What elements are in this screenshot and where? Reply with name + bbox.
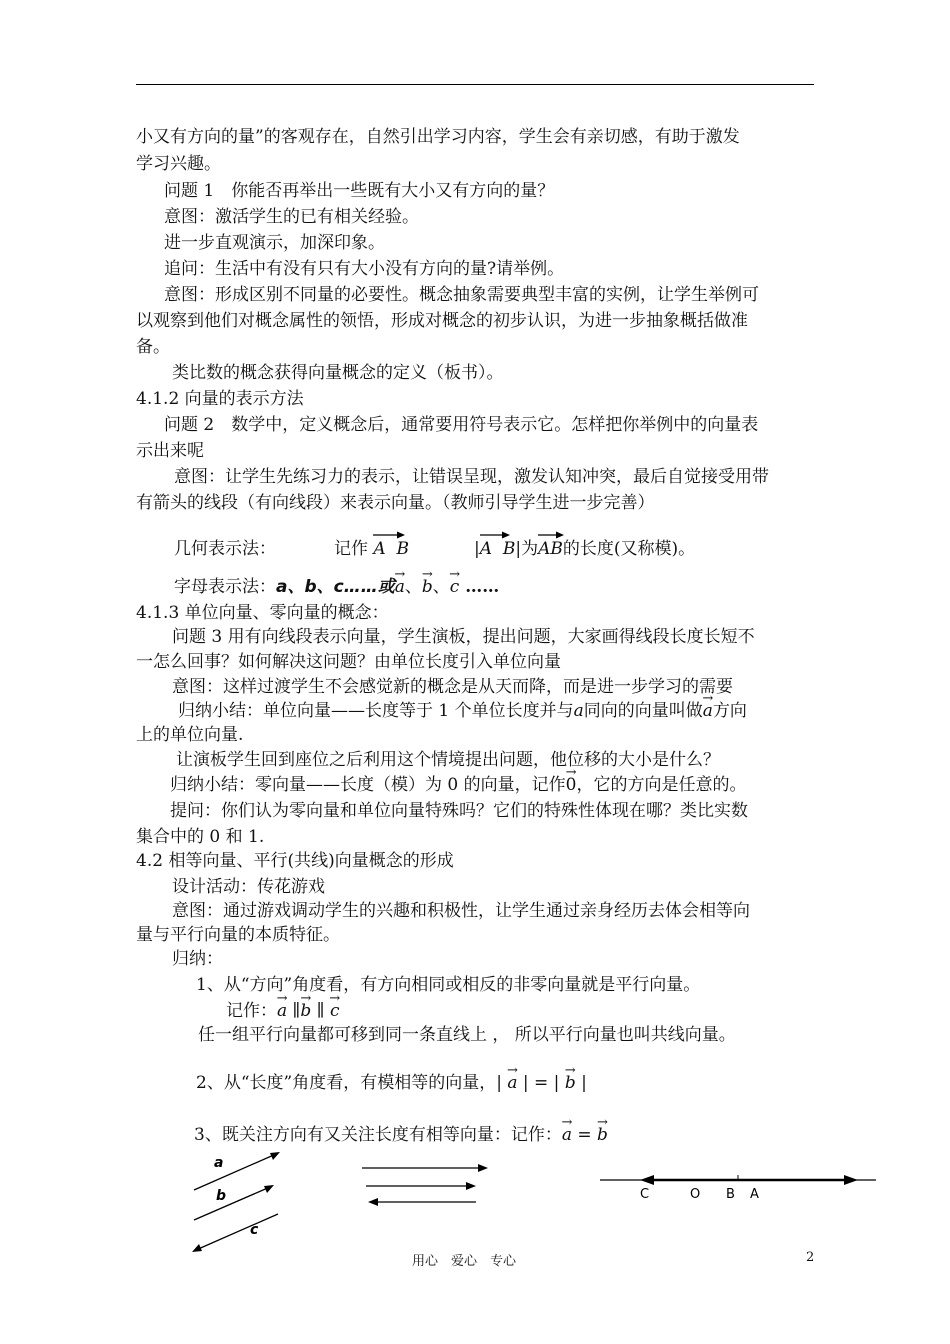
page-number: 2 <box>806 1250 815 1265</box>
text-line: 意图：让学生先练习力的表示，让错误呈现，激发认知冲突，最后自觉接受用带 <box>174 467 769 487</box>
text-line: 意图：形成区别不同量的必要性。概念抽象需要典型丰富的实例，让学生举例可 <box>164 285 759 305</box>
text-line: 示出来呢 <box>136 441 204 461</box>
arrow-head-right <box>844 1175 858 1185</box>
section-heading: 4.1.3 单位向量、零向量的概念： <box>136 603 389 623</box>
label-a: a <box>214 1155 224 1171</box>
arrow-icon <box>538 530 564 540</box>
arrow-right-long <box>362 1164 488 1172</box>
text-line: 小又有方向的量”的客观存在，自然引出学习内容，学生会有亲切感，有助于激发 <box>136 127 740 147</box>
geom-modulus: | A B|为 AB的长度(又称模)。 <box>474 538 695 560</box>
text-line: 类比数的概念获得向量概念的定义（板书）。 <box>172 363 504 383</box>
arrow-b <box>194 1185 274 1220</box>
label-A: A <box>750 1187 759 1202</box>
text-line: 问题 2 数学中，定义概念后，通常要用符号表示它。怎样把你举例中的向量表 <box>164 415 759 435</box>
horizontal-arrows-figure <box>360 1160 495 1215</box>
label-C: C <box>640 1187 650 1202</box>
text-line: 归纳： <box>172 949 223 969</box>
header-rule <box>136 84 814 85</box>
label-B: B <box>726 1187 735 1202</box>
text-line: 1、从“方向”角度看，有方向相同或相反的非零向量就是平行向量。 <box>196 975 701 995</box>
text-line: 问题 1 你能否再举出一些既有大小又有方向的量？ <box>164 181 555 201</box>
geom-note: 记作 <box>334 539 368 559</box>
vector-AB-2: AB <box>538 538 563 560</box>
geom-label: 几何表示法： <box>174 539 276 559</box>
vector-AB: A B <box>373 538 409 560</box>
section-heading: 4.2 相等向量、平行(共线)向量概念的形成 <box>136 851 454 871</box>
text-line: 有箭头的线段（有向线段）来表示向量。（教师引导学生进一步完善） <box>136 493 655 513</box>
text-line: 意图：激活学生的已有相关经验。 <box>164 207 419 227</box>
vector-AB-mod: A B <box>480 538 516 560</box>
text-line: 意图：通过游戏调动学生的兴趣和积极性，让学生通过亲身经历去体会相等向 <box>172 901 750 921</box>
parallel-arrows-figure <box>186 1150 286 1255</box>
arrow-c <box>192 1214 278 1252</box>
arrow-a <box>194 1152 280 1190</box>
text-line: 让演板学生回到座位之后利用这个情境提出问题，他位移的大小是什么？ <box>176 750 720 770</box>
arrow-right-short <box>366 1182 476 1190</box>
arrow-icon <box>373 530 405 540</box>
text-line: 意图：这样过渡学生不会感觉新的概念是从天而降，而是进一步学习的需要 <box>172 677 733 697</box>
footer-text: 用心 爱心 专心 <box>412 1254 517 1269</box>
text-line: 设计活动：传花游戏 <box>172 877 325 897</box>
text-line: 一怎么回事？如何解决这问题？由单位长度引入单位向量 <box>136 652 561 672</box>
arrow-head-left <box>640 1175 654 1185</box>
text-line: 以观察到他们对概念属性的领悟，形成对概念的初步认识，为进一步抽象概括做准 <box>136 311 748 331</box>
text-line: 上的单位向量. <box>136 725 244 745</box>
text-line: 提问：你们认为零向量和单位向量特殊吗？它们的特殊性体现在哪？类比实数 <box>170 801 748 821</box>
geom-notation <box>334 538 409 560</box>
text-line: 学习兴趣。 <box>136 154 221 174</box>
zero-vector-summary: 归纳小结：零向量——长度（模）为 0 的向量，记作→ 0，它的方向是任意的。 <box>170 774 746 796</box>
label-b: b <box>216 1188 227 1204</box>
modulus-equal: 2、从“长度”角度看，有模相等的向量，| → a | = | → b | <box>196 1072 587 1094</box>
unit-vector-summary: 归纳小结：单位向量——长度等于 1 个单位长度并与a同向的向量叫做→ a方向 <box>178 700 747 722</box>
collinear-line-figure <box>598 1168 880 1208</box>
text-line: 量与平行向量的本质特征。 <box>136 925 340 945</box>
text-line: 进一步直观演示，加深印象。 <box>164 233 385 253</box>
text-line: 追问：生活中有没有只有大小没有方向的量?请举例。 <box>164 259 565 279</box>
arrow-left <box>368 1198 476 1206</box>
parallel-notation: 记作：→ a ∥→ b ∥ → c <box>226 1000 340 1022</box>
text-line: 问题 3 用有向线段表示向量，学生演板，提出问题，大家画得线段长度长短不 <box>172 627 755 647</box>
letter-representation: 字母表示法：a、b、c……或→ a、→ b、→ c …… <box>174 576 499 598</box>
collinear-text: 任一组平行向量都可移到同一条直线上 ， 所以平行向量也叫共线向量。 <box>198 1025 736 1045</box>
arrow-icon <box>480 530 510 540</box>
label-c: c <box>250 1222 259 1238</box>
section-heading: 4.1.2 向量的表示方法 <box>136 389 304 409</box>
text-line: 集合中的 0 和 1. <box>136 827 265 847</box>
text-line: 备。 <box>136 337 170 357</box>
equal-vectors: 3、既关注方向有又关注长度有相等向量：记作：→ a = → b <box>194 1124 608 1146</box>
label-O: O <box>690 1187 701 1202</box>
